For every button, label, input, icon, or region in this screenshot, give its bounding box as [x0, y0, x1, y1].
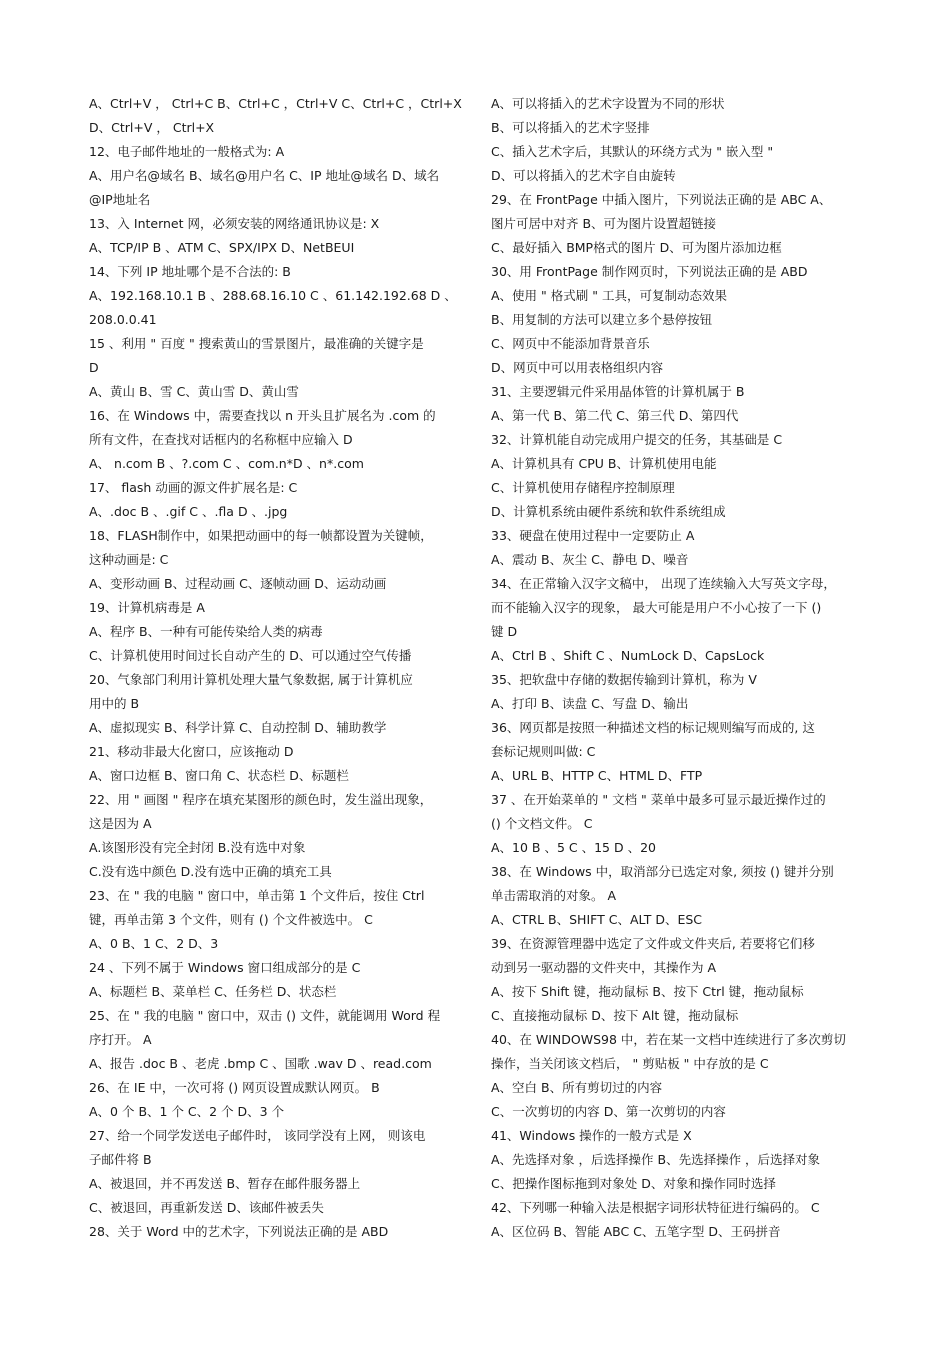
text-line: 38、在 Windows 中，取消部分已选定对象, 须按 () 键并分别 — [491, 864, 834, 879]
text-line: A、被退回，并不再发送 B、暂存在邮件服务器上 — [89, 1176, 361, 1191]
text-line: 30、用 FrontPage 制作网页时，下列说法正确的是 ABD — [491, 264, 808, 279]
text-line: 27、给一个同学发送电子邮件时， 该同学没有上网， 则该电 — [89, 1128, 426, 1143]
text-line: A、10 B 、5 C 、15 D 、20 — [491, 840, 656, 855]
text-line: 图片可居中对齐 B、可为图片设置超链接 — [491, 216, 717, 231]
text-line: A、程序 B、一种有可能传染给人类的病毒 — [89, 624, 323, 639]
text-line: D、计算机系统由硬件系统和软件系统组成 — [491, 504, 726, 519]
text-line: 31、主要逻辑元件采用晶体管的计算机属于 B — [491, 384, 745, 399]
text-line: C、网页中不能添加背景音乐 — [491, 336, 650, 351]
text-line: D、Ctrl+V ， Ctrl+X — [89, 120, 215, 135]
text-line: 套标记规则叫做: C — [491, 744, 596, 759]
text-line: A、Ctrl B 、Shift C 、NumLock D、CapsLock — [491, 648, 765, 663]
text-line: 15 、利用 " 百度 " 搜索黄山的雪景图片，最准确的关键字是 — [89, 336, 424, 351]
text-line: 29、在 FrontPage 中插入图片，下列说法正确的是 ABC A、 — [491, 192, 832, 207]
text-line: A、按下 Shift 键，拖动鼠标 B、按下 Ctrl 键，拖动鼠标 — [491, 984, 804, 999]
text-line: B、可以将插入的艺术字竖排 — [491, 120, 650, 135]
text-line: A、.doc B 、.gif C 、.fla D 、.jpg — [89, 504, 288, 519]
text-line: A、0 个 B、1 个 C、2 个 D、3 个 — [89, 1104, 285, 1119]
text-line: 32、计算机能自动完成用户提交的任务，其基础是 C — [491, 432, 783, 447]
text-line: @IP地址名 — [89, 192, 151, 207]
text-line: A、震动 B、灰尘 C、静电 D、噪音 — [491, 552, 689, 567]
text-line: 35、把软盘中存储的数据传输到计算机，称为 V — [491, 672, 757, 687]
text-line: 39、在资源管理器中选定了文件或文件夹后, 若要将它们移 — [491, 936, 815, 951]
text-line: 36、网页都是按照一种描述文档的标记规则编写而成的, 这 — [491, 720, 815, 735]
text-line: A、报告 .doc B 、老虎 .bmp C 、国歌 .wav D 、read.com — [89, 1056, 432, 1071]
text-line: 操作，当关闭该文档后， " 剪贴板 " 中存放的是 C — [491, 1056, 769, 1071]
text-line: A、先选择对象 ，后选择操作 B、先选择操作 ，后选择对象 — [491, 1152, 821, 1167]
text-line: C、直接拖动鼠标 D、按下 Alt 键，拖动鼠标 — [491, 1008, 739, 1023]
text-line: A、URL B、HTTP C、HTML D、FTP — [491, 768, 703, 783]
text-line: C、被退回，再重新发送 D、该邮件被丢失 — [89, 1200, 324, 1215]
text-line: A、CTRL B、SHIFT C、ALT D、ESC — [491, 912, 703, 927]
text-line: 动到另一驱动器的文件夹中，其操作为 A — [491, 960, 717, 975]
text-line: 序打开。 A — [89, 1032, 152, 1047]
text-line: C、一次剪切的内容 D、第一次剪切的内容 — [491, 1104, 726, 1119]
text-line: 41、Windows 操作的一般方式是 X — [491, 1128, 692, 1143]
text-line: A、变形动画 B、过程动画 C、逐帧动画 D、运动动画 — [89, 576, 387, 591]
text-line: D、可以将插入的艺术字自由旋转 — [491, 168, 676, 183]
text-line: 14、下列 IP 地址哪个是不合法的: B — [89, 264, 291, 279]
text-line: D、网页中可以用表格组织内容 — [491, 360, 664, 375]
text-line: C、计算机使用时间过长自动产生的 D、可以通过空气传播 — [89, 648, 412, 663]
text-line: 25、在 " 我的电脑 " 窗口中，双击 () 文件，就能调用 Word 程 — [89, 1008, 441, 1023]
text-line: 26、在 IE 中，一次可将 () 网页设置成默认网页。 B — [89, 1080, 380, 1095]
text-line: A、空白 B、所有剪切过的内容 — [491, 1080, 663, 1095]
text-line: 而不能输入汉字的现象， 最大可能是用户不小心按了一下 () — [491, 600, 822, 615]
text-line: 21、移动非最大化窗口，应该拖动 D — [89, 744, 294, 759]
text-line: 所有文件，在查找对话框内的名称框中应输入 D — [89, 432, 353, 447]
text-line: A、 n.com B 、?.com C 、com.n*D 、n*.com — [89, 456, 364, 471]
right-column — [491, 92, 869, 1244]
text-line: 16、在 Windows 中，需要查找以 n 开头且扩展名为 .com 的 — [89, 408, 436, 423]
text-line: A、使用 " 格式刷 " 工具，可复制动态效果 — [491, 288, 727, 303]
text-line: 42、下列哪一种输入法是根据字词形状特征进行编码的。 C — [491, 1200, 820, 1215]
text-line: 12、电子邮件地址的一般格式为: A — [89, 144, 285, 159]
text-line: A、窗口边框 B、窗口角 C、状态栏 D、标题栏 — [89, 768, 349, 783]
text-line: 19、计算机病毒是 A — [89, 600, 205, 615]
text-line: 40、在 WINDOWS98 中，若在某一文档中连续进行了多次剪切 — [491, 1032, 846, 1047]
text-line: C、把操作图标拖到对象处 D、对象和操作同时选择 — [491, 1176, 776, 1191]
text-line: A、192.168.10.1 B 、288.68.16.10 C 、61.142.192.68 D 、 — [89, 288, 457, 303]
text-line: C、最好插入 BMP格式的图片 D、可为图片添加边框 — [491, 240, 782, 255]
text-line: B、用复制的方法可以建立多个悬停按钮 — [491, 312, 713, 327]
text-line: 17、 flash 动画的源文件扩展名是: C — [89, 480, 298, 495]
text-line: A、虚拟现实 B、科学计算 C、自动控制 D、辅助教学 — [89, 720, 387, 735]
text-line: 28、关于 Word 中的艺术字，下列说法正确的是 ABD — [89, 1224, 389, 1239]
text-line: 37 、在开始菜单的 " 文档 " 菜单中最多可显示最近操作过的 — [491, 792, 826, 807]
text-line: () 个文档文件。 C — [491, 816, 593, 831]
text-line: A、区位码 B、智能 ABC C、五笔字型 D、王码拼音 — [491, 1224, 781, 1239]
text-line: 子邮件将 B — [89, 1152, 152, 1167]
text-line: A、打印 B、读盘 C、写盘 D、输出 — [491, 696, 689, 711]
text-line: 33、硬盘在使用过程中一定要防止 A — [491, 528, 695, 543]
text-line: 24 、下列不属于 Windows 窗口组成部分的是 C — [89, 960, 361, 975]
text-line: C、插入艺术字后，其默认的环绕方式为 " 嵌入型 " — [491, 144, 774, 159]
text-line: A、标题栏 B、菜单栏 C、任务栏 D、状态栏 — [89, 984, 337, 999]
text-line: 20、气象部门利用计算机处理大量气象数据, 属于计算机应 — [89, 672, 413, 687]
text-line: 键 D — [491, 624, 518, 639]
text-line: 13、入 Internet 网，必须安装的网络通讯协议是: X — [89, 216, 380, 231]
text-line: 用中的 B — [89, 696, 140, 711]
text-line: A、可以将插入的艺术字设置为不同的形状 — [491, 96, 725, 111]
text-line: 23、在 " 我的电脑 " 窗口中，单击第 1 个文件后，按住 Ctrl — [89, 888, 425, 903]
text-line: A、用户名@域名 B、域名@用户名 C、IP 地址@域名 D、域名 — [89, 168, 440, 183]
text-line: 这种动画是: C — [89, 552, 169, 567]
text-line: 键，再单击第 3 个文件，则有 () 个文件被选中。 C — [89, 912, 373, 927]
text-line: A、计算机具有 CPU B、计算机使用电能 — [491, 456, 717, 471]
text-line: C、计算机使用存储程序控制原理 — [491, 480, 675, 495]
text-line: 22、用 " 画图 " 程序在填充某图形的颜色时，发生溢出现象， — [89, 792, 433, 807]
text-line: A、黄山 B、雪 C、黄山雪 D、黄山雪 — [89, 384, 299, 399]
text-line: A、第一代 B、第二代 C、第三代 D、第四代 — [491, 408, 739, 423]
text-line: 208.0.0.41 — [89, 312, 157, 327]
text-line: D — [89, 360, 99, 375]
left-column — [89, 92, 469, 1244]
text-line: 这是因为 A — [89, 816, 152, 831]
text-line: C.没有选中颜色 D.没有选中正确的填充工具 — [89, 864, 332, 879]
text-line: 单击需取消的对象。 A — [491, 888, 617, 903]
text-line: 18、FLASH制作中，如果把动画中的每一帧都设置为关键帧， — [89, 528, 433, 543]
text-line: 34、在正常输入汉字文稿中， 出现了连续输入大写英文字母， — [491, 576, 836, 591]
text-line: A、TCP/IP B 、ATM C、SPX/IPX D、NetBEUI — [89, 240, 355, 255]
text-line: A、Ctrl+V ， Ctrl+C B、Ctrl+C ，Ctrl+V C、Ctrl+C ，Ctrl+X — [89, 96, 462, 111]
text-line: A、0 B、1 C、2 D、3 — [89, 936, 219, 951]
text-line: A.该图形没有完全封闭 B.没有选中对象 — [89, 840, 306, 855]
